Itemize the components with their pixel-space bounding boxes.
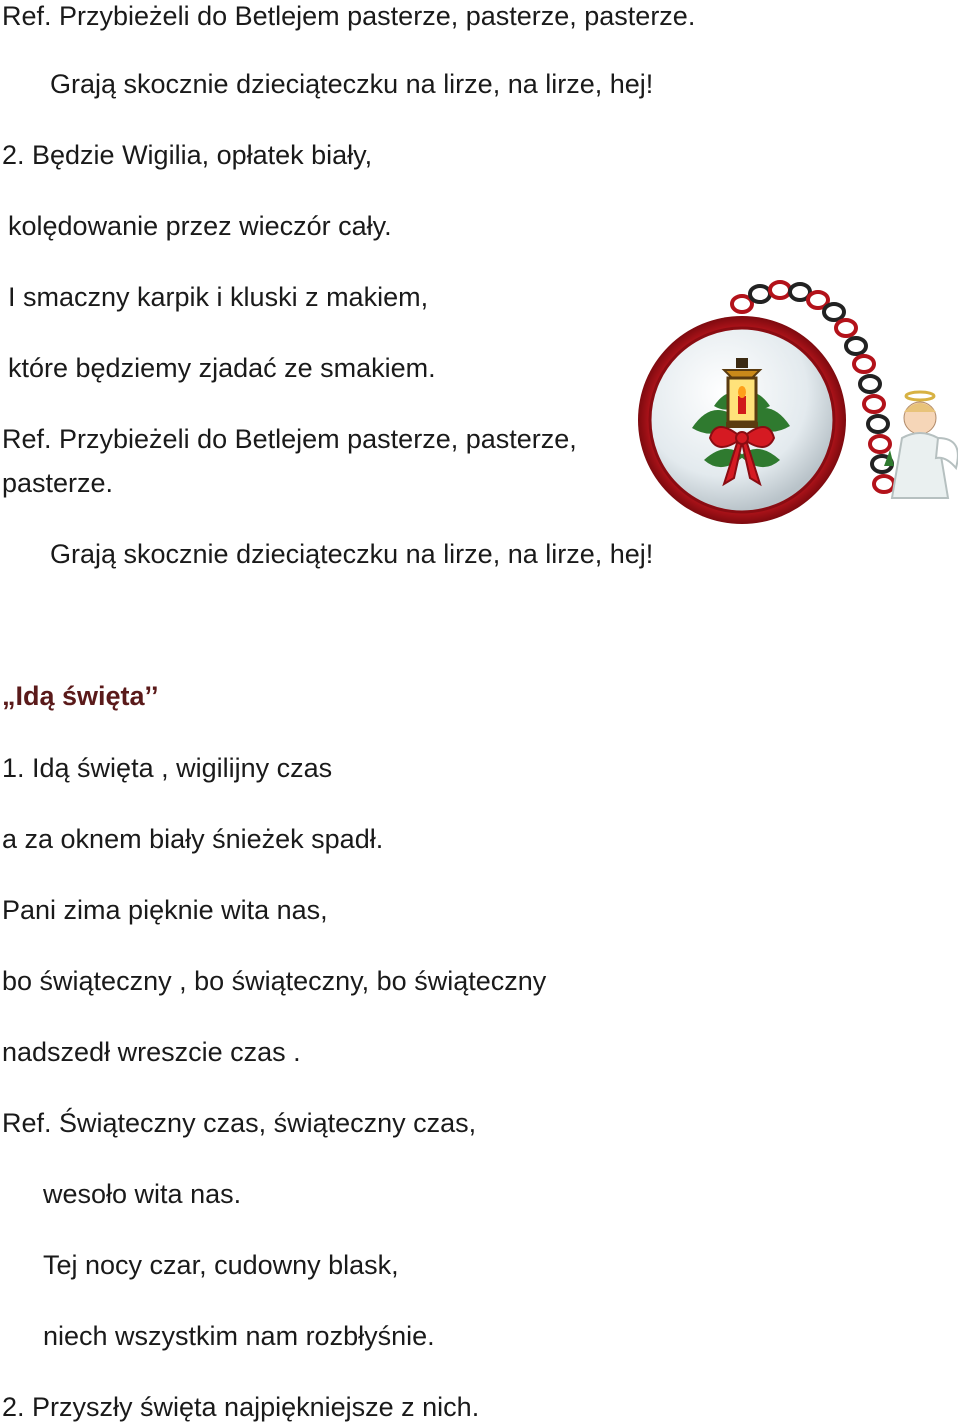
verse2-line-1: 2. Będzie Wigilia, opłatek biały, [2,140,373,170]
verse2-line-3: I smaczny karpik i kluski z makiem, [8,282,429,312]
song2-verse1-line-2: a za oknem biały śnieżek spadł. [2,824,384,854]
song2-refrain-line-3: Tej nocy czar, cudowny blask, [43,1250,399,1280]
song2-verse1-line-5: nadszedł wreszcie czas . [2,1037,301,1067]
song-title: „Idą święta’’ [2,681,159,711]
refrain-line-2: Grają skocznie dzieciąteczku na lirze, na lirze, hej! [50,69,654,99]
song2-verse1-line-1: 1. Idą święta , wigilijny czas [2,753,333,783]
song2-verse1-line-4: bo świąteczny , bo świąteczny, bo świąteczny [2,966,547,996]
refrain2-line-2: Grają skocznie dzieciąteczku na lirze, na lirze, hej! [50,539,654,569]
refrain2-line-1: Ref. Przybieżeli do Betlejem pasterze, pasterze, [2,424,577,454]
song2-refrain-line-4: niech wszystkim nam rozbłyśnie. [43,1321,435,1351]
christmas-ornament-lantern-angel-icon [632,278,958,530]
song2-verse1-line-3: Pani zima pięknie wita nas, [2,895,328,925]
song2-refrain-line-2: wesoło wita nas. [43,1179,242,1209]
verse2-line-2: kolędowanie przez wieczór cały. [8,211,392,241]
refrain-line-1: Ref. Przybieżeli do Betlejem pasterze, pasterze, pasterze. [2,1,696,31]
verse2-line-4: które będziemy zjadać ze smakiem. [8,353,436,383]
refrain2-line-1-wrap: pasterze. [2,468,114,498]
song2-refrain-line-1: Ref. Świąteczny czas, świąteczny czas, [2,1108,477,1138]
song2-verse2-line-1: 2. Przyszły święta najpiękniejsze z nich. [2,1392,480,1422]
